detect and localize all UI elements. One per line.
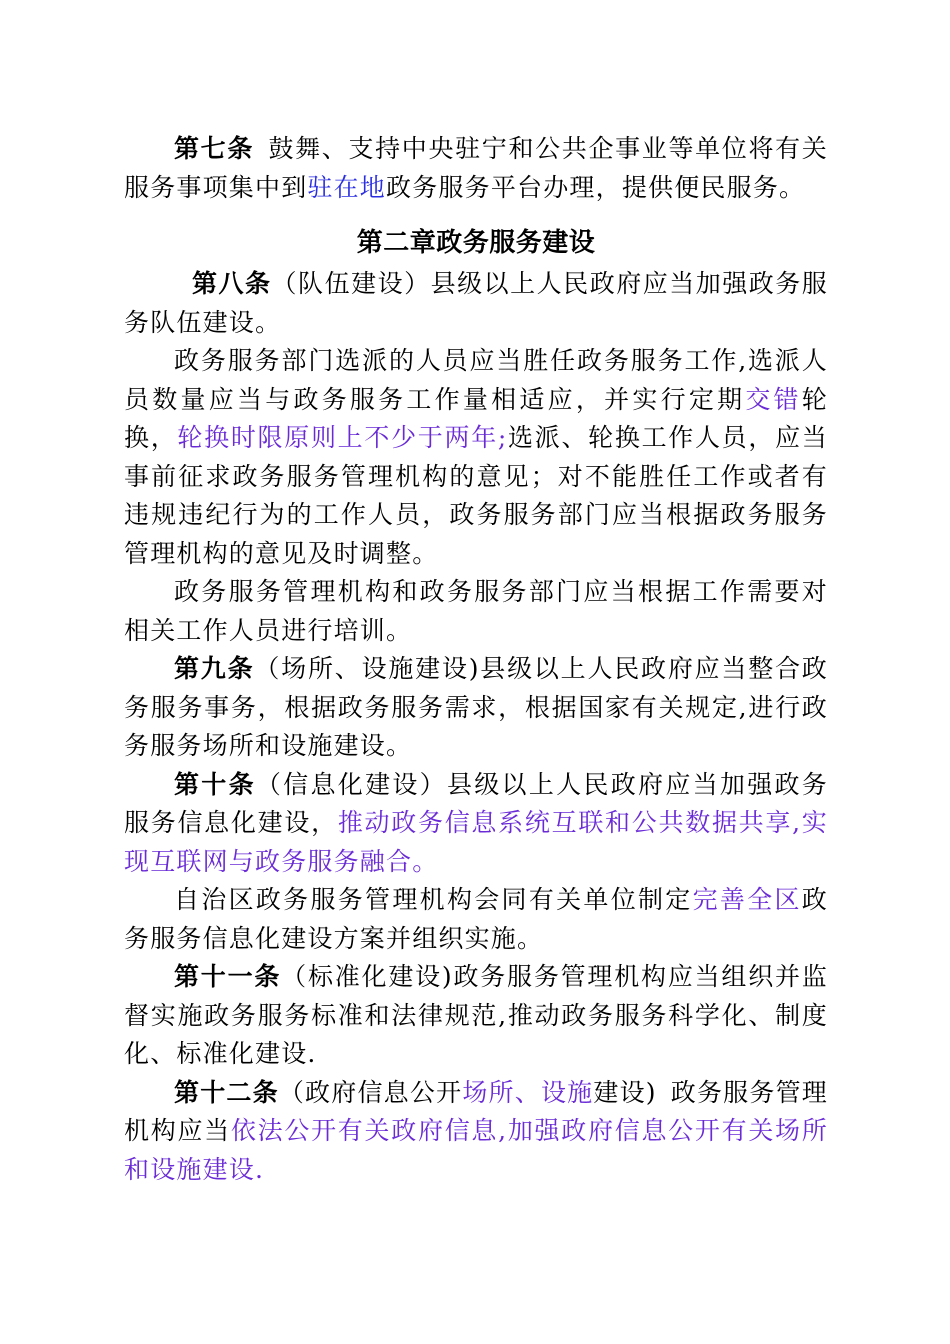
article-12-text-1: （政府信息公开 (278, 1077, 463, 1107)
info-text-2: 政务服务信息化建设方案并组织实施。 (124, 885, 828, 953)
article-12 (124, 1074, 828, 1190)
article-10 (124, 766, 828, 882)
article-10-highlight: 推动政务信息系统互联和公共数据共享,实现互联网与政务服务融合。 (124, 808, 829, 876)
article-8 (106, 265, 828, 342)
staff-highlight-2: 轮换时限原则上不少于两年; (177, 423, 508, 452)
article-12-highlight-1: 场所、设施 (462, 1077, 594, 1107)
article-8-text: （队伍建设）县级以上人民政府应当加强政务服务队伍建设。 (124, 269, 828, 337)
article-9-text: （场所、设施建设)县级以上人民政府应当整合政务服务事务，根据政务服务需求，根据国家有关规定,进行政务服务场所和设施建设。 (124, 654, 829, 760)
info-text-1: 自治区政务服务管理机构会同有关单位制定 (174, 885, 693, 914)
staff-text-1: 政务服务部门选派的人员应当胜任政务服务工作,选派人员数量应当与政务服务工作量相适应，并实行定期 (124, 346, 828, 414)
staff-text-2: 轮换， (124, 384, 828, 452)
document-page (124, 130, 828, 1189)
staff-highlight-1: 交错 (745, 384, 802, 414)
info-highlight: 完善全区 (692, 885, 802, 914)
article-7 (124, 130, 828, 207)
article-12-title: 第十二条 (174, 1077, 279, 1107)
info-paragraph (124, 881, 828, 958)
article-7-highlight: 驻在地 (307, 172, 387, 202)
article-11 (124, 958, 828, 1074)
article-11-title: 第十一条 (174, 962, 282, 991)
article-7-title: 第七条 (174, 134, 254, 163)
article-7-text-1: 鼓舞、支持中央驻宁和公共企事业等单位将有关服务事项集中到 (124, 134, 828, 202)
article-12-text-3: 政务服务管理机构应当 (124, 1077, 828, 1145)
article-12-highlight-2: 依法公开有关政府信息,加强政府信息公开有关场所和设施建设. (124, 1116, 828, 1184)
article-11-text: （标准化建设)政务服务管理机构应当组织并监督实施政务服务标准和法律规范,推动政务服务科学化、制度化、标准化建设. (124, 962, 828, 1068)
staff-text-3: 选派、轮换工作人员，应当事前征求政务服务管理机构的意见；对不能胜任工作或者有违规违纪行为的工作人员，政务服务部门应当根据政务服务管理机构的意见及时调整。 (124, 423, 829, 568)
article-9-title: 第九条 (174, 654, 255, 683)
article-12-text-2: 建设) (593, 1077, 657, 1107)
article-8-title: 第八条 (192, 269, 272, 298)
staff-paragraph (124, 342, 828, 573)
article-9 (124, 650, 828, 766)
training-paragraph: 政务服务管理机构和政务服务部门应当根据工作需要对相关工作人员进行培训。 (124, 577, 828, 645)
article-10-text-1: （信息化建设）县级以上人民政府应当加强政务服务信息化建设， (124, 769, 828, 837)
article-7-text-2: 政务服务平台办理，提供便民服务。 (386, 172, 806, 202)
chapter-heading: 第二章政务服务建设 (356, 228, 596, 258)
article-10-title: 第十条 (174, 769, 256, 799)
